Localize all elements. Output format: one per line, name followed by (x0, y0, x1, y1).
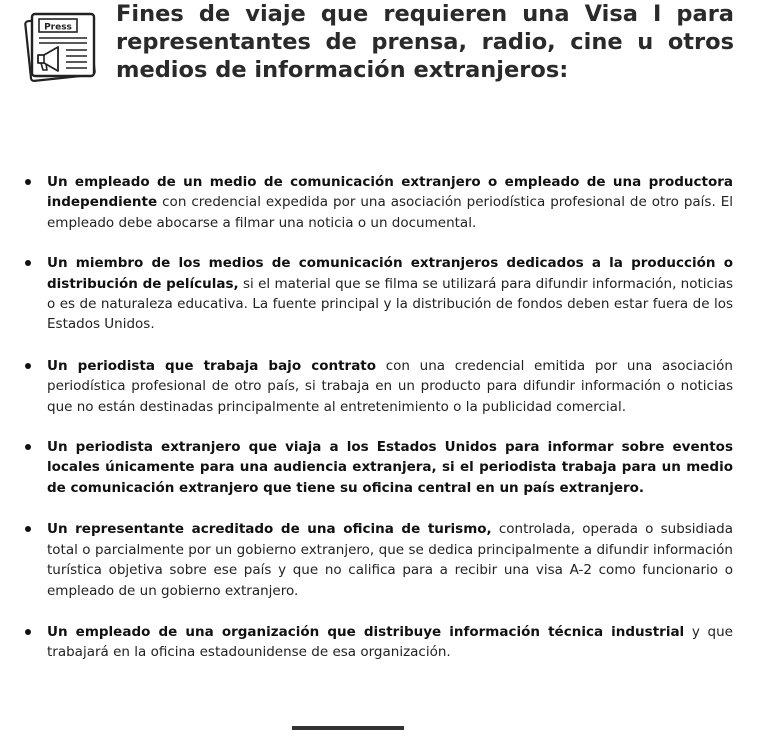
press-label: Press (44, 22, 72, 33)
bullet-dot-icon (25, 526, 31, 532)
list-item-bold: Un empleado de una organización que distribuye información técnica industrial (47, 623, 685, 640)
press-newspaper-megaphone-icon (22, 10, 100, 82)
list-item-text: y que trabajará en la oficina estadounidense de esa organización. (47, 623, 733, 661)
list-item-bold: Un miembro de los medios de comunicación extranjeros dedicados a la producción o distribución de películas, (47, 255, 733, 292)
bullet-dot-icon (25, 179, 31, 185)
list-item-text: si el material que se filma se utilizará para difundir información, noticias o es de naturaleza educativa. La fuente principal y la distribución de fondos deben estar fuera de los Estados Unidos. (47, 275, 733, 333)
list-item (22, 253, 733, 335)
list-item-text: controlada, operada o subsidiada total o parcialmente por un gobierno extranjero, que se dedica principalmente a difundir información turística objetiva sobre ese país y que no califica para a recibir una visa A-2 como funcionario o empleado de un gobierno extranjero. (47, 521, 733, 599)
bullet-dot-icon (25, 444, 31, 450)
visa-purpose-list (22, 172, 733, 663)
list-item (22, 622, 733, 663)
bullet-dot-icon (25, 363, 31, 369)
list-item-text: con credencial expedida por una asociación periodística profesional de otro país. El empleado debe abocarse a filmar una noticia o un documental. (47, 194, 733, 231)
list-item (22, 356, 733, 417)
list-item-bold: Un periodista que trabaja bajo contrato (47, 357, 377, 374)
list-item-bold: Un empleado de un medio de comunicación extranjero o empleado de una productora independiente (47, 174, 733, 211)
page-title: Fines de viaje que requieren una Visa I para representantes de prensa, radio, cine u otros medios de información extranjeros: (116, 1, 734, 83)
footer-divider (292, 726, 404, 730)
bullet-dot-icon (25, 629, 31, 635)
list-item (22, 437, 733, 498)
list-item-bold: Un representante acreditado de una oficina de turismo, (47, 521, 492, 538)
list-item-text: con una credencial emitida por una asociación periodística profesional de otro país, si trabaja en un producto para difundir información o noticias que no están destinadas principalmente al entretenimiento o la publicidad comercial. (47, 357, 733, 415)
bullet-dot-icon (25, 260, 31, 266)
page-header (0, 0, 761, 100)
list-item (22, 172, 733, 233)
list-item-bold: Un periodista extranjero que viaja a los Estados Unidos para informar sobre eventos locales únicamente para una audiencia extranjera, si el periodista trabaja para un medio de comunicación extranjero que tiene su oficina central en un país extranjero. (47, 439, 733, 496)
list-item (22, 519, 733, 601)
